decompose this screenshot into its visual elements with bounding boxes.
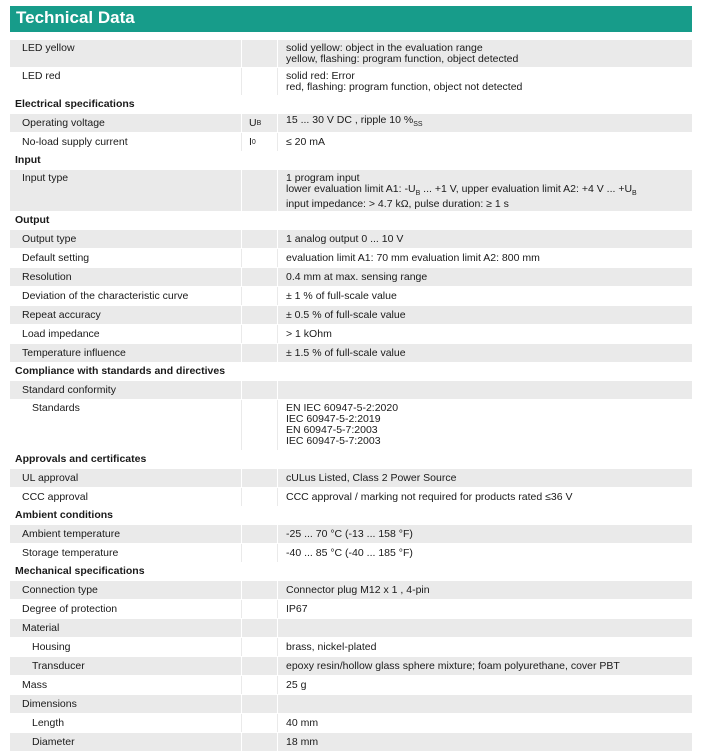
spec-row <box>10 676 692 694</box>
spec-value-line: ± 0.5 % of full-scale value <box>286 308 406 321</box>
spec-value <box>278 469 692 487</box>
spec-value <box>278 381 692 399</box>
spec-value-line: 15 ... 30 V DC , ripple 10 $\%_{SS}$ <box>286 114 423 129</box>
spec-symbol <box>241 695 278 713</box>
spec-value <box>278 114 692 132</box>
spec-row <box>10 695 692 713</box>
spec-value <box>278 544 692 562</box>
section-heading-row <box>10 507 692 524</box>
spec-value-line: ± 1 % of full-scale value <box>286 289 397 302</box>
spec-row <box>10 638 692 656</box>
spec-label: Operating voltage <box>22 116 105 129</box>
spec-value <box>278 306 692 324</box>
spec-symbol <box>241 170 278 211</box>
spec-symbol: I 0 <box>241 133 278 151</box>
spec-symbol <box>241 638 278 656</box>
spec-value <box>278 600 692 618</box>
spec-row <box>10 40 692 67</box>
spec-row <box>10 133 692 151</box>
spec-value-line: EN 60947-5-7:2003 <box>286 424 378 436</box>
spec-row <box>10 733 692 751</box>
spec-symbol <box>241 381 278 399</box>
section-heading-row <box>10 563 692 580</box>
spec-table <box>10 40 692 751</box>
spec-value-line: lower evaluation limit A1: $-U_B$ ... +1 V, upper evaluation limit A2: +4 V ... $+U_B$ <box>286 183 637 198</box>
section-heading-row <box>10 96 692 113</box>
spec-value <box>278 581 692 599</box>
spec-label: LED yellow <box>22 42 75 54</box>
spec-label: No-load supply current <box>22 135 128 148</box>
spec-row <box>10 114 692 132</box>
spec-value <box>278 287 692 305</box>
spec-label: Storage temperature <box>22 546 119 559</box>
spec-value <box>278 676 692 694</box>
spec-value <box>278 68 692 95</box>
spec-value-line: -40 ... 85 °C (-40 ... 185 °F) <box>286 546 413 559</box>
spec-symbol <box>241 657 278 675</box>
spec-value-line: IEC 60947-5-7:2003 <box>286 435 381 447</box>
section-heading: Electrical specifications <box>15 98 135 110</box>
spec-symbol <box>241 249 278 267</box>
page-title: Technical Data <box>16 8 135 27</box>
spec-value <box>278 325 692 343</box>
spec-symbol <box>241 469 278 487</box>
spec-symbol <box>241 230 278 248</box>
spec-row <box>10 381 692 399</box>
section-heading: Mechanical specifications <box>15 565 145 577</box>
spec-label: Load impedance <box>22 327 100 340</box>
spec-label: Ambient temperature <box>22 527 121 540</box>
spec-value-line: 0.4 mm at max. sensing range <box>286 270 428 283</box>
spec-value-line: 1 program input <box>286 172 360 184</box>
spec-value-line: cULus Listed, Class 2 Power Source <box>286 471 457 484</box>
spec-value-line: Connector plug M12 x 1 , 4-pin <box>286 583 430 596</box>
spec-value-line: evaluation limit A1: 70 mm evaluation limit A2: 800 mm <box>286 251 540 264</box>
section-heading: Approvals and certificates <box>15 453 147 465</box>
spec-value-line: ≤ 20 mA <box>286 135 326 148</box>
spec-label: Housing <box>32 640 71 653</box>
spec-value <box>278 249 692 267</box>
spec-symbol <box>241 325 278 343</box>
spec-label: Deviation of the characteristic curve <box>22 289 189 302</box>
spec-value-line: 40 mm <box>286 716 319 729</box>
spec-value-line: yellow, flashing: program function, object detected <box>286 53 519 65</box>
spec-row <box>10 525 692 543</box>
spec-value-line: 18 mm <box>286 735 319 748</box>
spec-row <box>10 619 692 637</box>
spec-label: Transducer <box>32 659 85 672</box>
spec-symbol <box>241 733 278 751</box>
section-heading-row <box>10 363 692 380</box>
spec-label: CCC approval <box>22 490 88 503</box>
spec-value <box>278 525 692 543</box>
spec-label: Default setting <box>22 251 90 264</box>
spec-label: Standards <box>32 402 80 414</box>
spec-symbol <box>241 600 278 618</box>
spec-label: Standard conformity <box>22 383 116 396</box>
spec-row <box>10 287 692 305</box>
spec-row <box>10 544 692 562</box>
spec-value-line: -25 ... 70 °C (-13 ... 158 °F) <box>286 527 413 540</box>
spec-symbol <box>241 544 278 562</box>
section-heading: Input <box>15 154 41 166</box>
spec-row <box>10 714 692 732</box>
spec-label: Mass <box>22 678 48 691</box>
spec-symbol <box>241 268 278 286</box>
spec-symbol <box>241 525 278 543</box>
spec-row <box>10 400 692 450</box>
spec-symbol: U B <box>241 114 278 132</box>
spec-value <box>278 638 692 656</box>
spec-value <box>278 714 692 732</box>
spec-row <box>10 581 692 599</box>
spec-label: Input type <box>22 172 69 184</box>
spec-symbol <box>241 676 278 694</box>
spec-symbol <box>241 306 278 324</box>
spec-symbol <box>241 619 278 637</box>
spec-value-line: 1 analog output 0 ... 10 V <box>286 232 404 245</box>
spec-value <box>278 230 692 248</box>
spec-label: Connection type <box>22 583 98 596</box>
spec-row <box>10 68 692 95</box>
section-header-bar <box>10 6 692 32</box>
spec-value-line: red, flashing: program function, object not detected <box>286 81 523 93</box>
spec-value <box>278 400 692 450</box>
spec-label: Length <box>32 716 65 729</box>
spec-symbol <box>241 488 278 506</box>
spec-label: Output type <box>22 232 77 245</box>
spec-value <box>278 344 692 362</box>
spec-value-line: 25 g <box>286 678 307 691</box>
spec-row <box>10 306 692 324</box>
spec-label: UL approval <box>22 471 79 484</box>
spec-value <box>278 40 692 67</box>
spec-value <box>278 133 692 151</box>
section-heading: Ambient conditions <box>15 509 113 521</box>
spec-row <box>10 469 692 487</box>
spec-value <box>278 488 692 506</box>
spec-label: Diameter <box>32 735 75 748</box>
spec-value <box>278 268 692 286</box>
spec-label: Degree of protection <box>22 602 118 615</box>
spec-value <box>278 733 692 751</box>
spec-symbol <box>241 68 278 95</box>
spec-row <box>10 249 692 267</box>
spec-value <box>278 657 692 675</box>
spec-value-line: > 1 kOhm <box>286 327 332 340</box>
spec-value-line: input impedance: > 4.7 kΩ, pulse duration: ≥ 1 s <box>286 198 509 211</box>
spec-value-line: IEC 60947-5-2:2019 <box>286 413 381 425</box>
spec-value-line: solid red: Error <box>286 70 355 82</box>
spec-row <box>10 230 692 248</box>
spec-symbol <box>241 344 278 362</box>
spec-symbol <box>241 40 278 67</box>
section-heading-row <box>10 451 692 468</box>
spec-value <box>278 695 692 713</box>
spec-value-line: brass, nickel-plated <box>286 640 377 653</box>
section-heading-row <box>10 212 692 229</box>
spec-value <box>278 619 692 637</box>
spec-row <box>10 657 692 675</box>
spec-value <box>278 170 692 211</box>
spec-value-line: ± 1.5 % of full-scale value <box>286 346 406 359</box>
spec-value-line: solid yellow: object in the evaluation range <box>286 42 483 54</box>
spec-value-line: EN IEC 60947-5-2:2020 <box>286 402 399 414</box>
spec-row <box>10 344 692 362</box>
section-heading-row <box>10 152 692 169</box>
spec-symbol <box>241 287 278 305</box>
spec-label: Repeat accuracy <box>22 308 101 321</box>
spec-symbol <box>241 581 278 599</box>
spec-row <box>10 268 692 286</box>
spec-row <box>10 325 692 343</box>
section-heading: Compliance with standards and directives <box>15 365 226 377</box>
spec-value-line: CCC approval / marking not required for products rated ≤36 V <box>286 490 573 503</box>
spec-label: Resolution <box>22 270 72 283</box>
spec-label: Temperature influence <box>22 346 126 359</box>
spec-symbol <box>241 714 278 732</box>
spec-symbol <box>241 400 278 450</box>
section-heading: Output <box>15 214 50 226</box>
spec-value-line: epoxy resin/hollow glass sphere mixture; foam polyurethane, cover PBT <box>286 659 620 672</box>
spec-row <box>10 600 692 618</box>
spec-label: LED red <box>22 70 61 82</box>
spec-label: Material <box>22 621 60 634</box>
spec-row <box>10 170 692 211</box>
spec-value-line: IP67 <box>286 602 308 615</box>
spec-row <box>10 488 692 506</box>
spec-label: Dimensions <box>22 697 77 710</box>
